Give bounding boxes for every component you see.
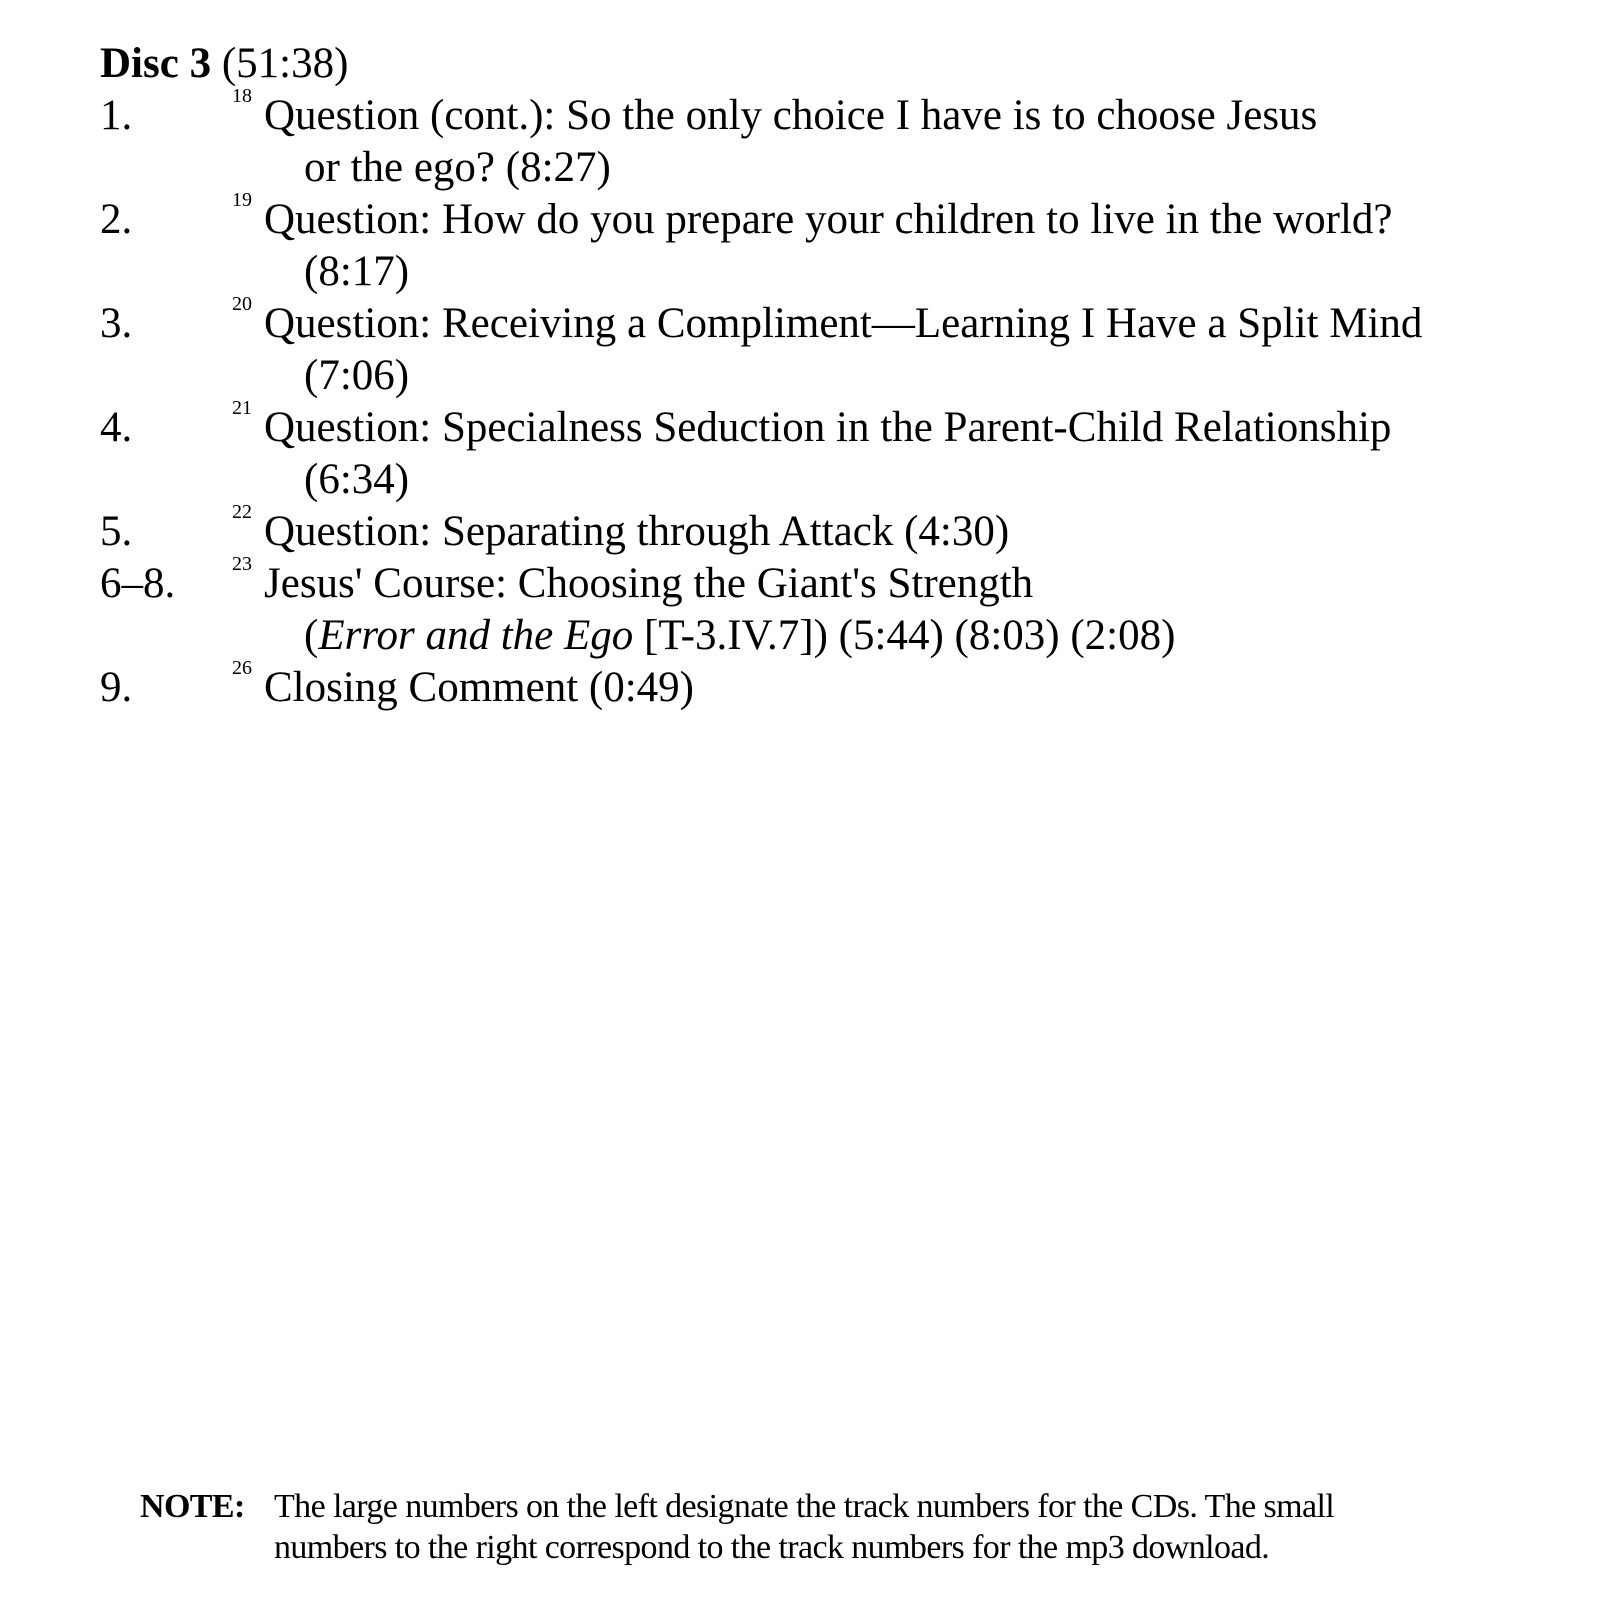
paren-open: (	[304, 612, 319, 659]
track-item	[100, 293, 1580, 402]
footnote	[140, 1486, 1440, 1568]
cd-track-number: 3.	[100, 300, 133, 347]
mp3-track-number: 23	[232, 553, 252, 575]
track-title-continued: or the ego? (8:27)	[304, 144, 611, 191]
track-title: Question: Receiving a Compliment—Learning I Have a Split Mind	[264, 300, 1423, 347]
cd-track-number: 1.	[100, 92, 133, 139]
track-item	[100, 397, 1580, 506]
note-text-line: numbers to the right correspond to the track numbers for the mp3 download.	[274, 1529, 1270, 1566]
track-title-continued	[100, 610, 1580, 662]
track-item	[100, 189, 1580, 298]
source-section-title: Error and the Ego	[318, 612, 634, 659]
mp3-track-number: 26	[232, 657, 252, 679]
track-title: Jesus' Course: Choosing the Giant's Strength	[264, 560, 1034, 607]
track-title: Question: Separating through Attack (4:30)	[264, 508, 1010, 555]
track-title-continued: (6:34)	[304, 456, 410, 503]
mp3-track-number: 19	[232, 189, 252, 211]
track-item	[100, 657, 1580, 714]
cd-track-number: 6–8.	[100, 560, 176, 607]
track-item	[100, 501, 1580, 558]
track-title-continued: (7:06)	[304, 352, 410, 399]
cd-track-number: 2.	[100, 196, 133, 243]
mp3-track-number: 22	[232, 501, 252, 523]
track-title: Closing Comment (0:49)	[264, 664, 694, 711]
disc-total-time: (51:38)	[221, 40, 349, 87]
note-text	[140, 1486, 1440, 1568]
mp3-track-number: 21	[232, 397, 252, 419]
cd-track-number: 4.	[100, 404, 133, 451]
disc-heading	[100, 38, 348, 90]
disc-label: Disc 3	[100, 40, 212, 87]
track-title: Question: How do you prepare your children to live in the world?	[264, 196, 1393, 243]
track-item	[100, 553, 1580, 662]
track-title: Question (cont.): So the only choice I have is to choose Jesus	[264, 92, 1318, 139]
track-title-continued: (8:17)	[304, 248, 410, 295]
cd-track-number: 5.	[100, 508, 133, 555]
note-text-line: The large numbers on the left designate the track numbers for the CDs. The small	[274, 1488, 1335, 1525]
track-item	[100, 85, 1580, 194]
source-reference-and-times: [T-3.IV.7]) (5:44) (8:03) (2:08)	[633, 612, 1176, 659]
track-list	[100, 85, 1580, 714]
cd-track-number: 9.	[100, 664, 133, 711]
mp3-track-number: 18	[232, 85, 252, 107]
note-label: NOTE:	[140, 1488, 245, 1525]
track-title: Question: Specialness Seduction in the Parent-Child Relationship	[264, 404, 1392, 451]
mp3-track-number: 20	[232, 293, 252, 315]
